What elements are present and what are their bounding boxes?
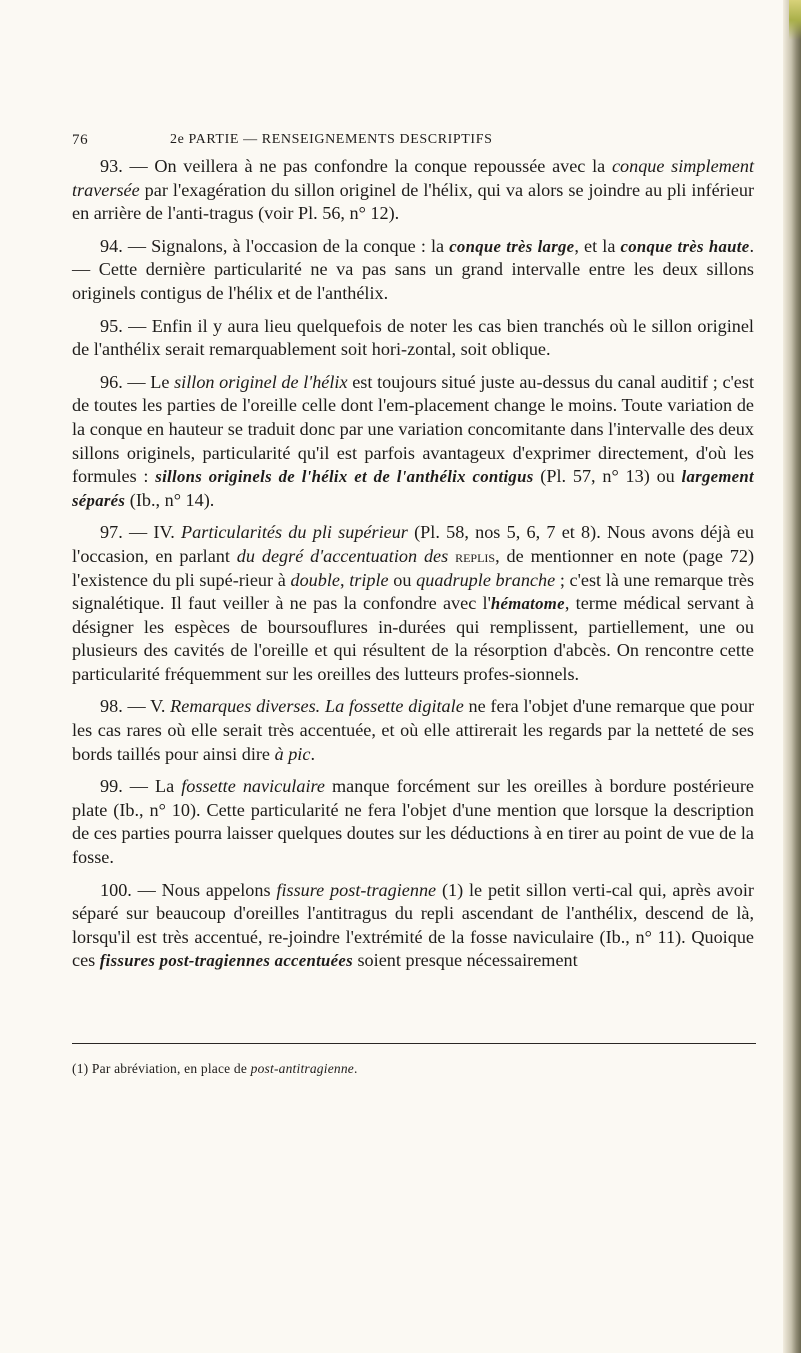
- text-run: 94. — Signalons, à l'occasion de la conque : la: [100, 235, 450, 256]
- formula-term: largement séparés: [72, 467, 754, 510]
- formula-term: fissures post-tragiennes accentuées: [99, 951, 353, 971]
- formula-term: hématome: [490, 594, 565, 614]
- footnote-text: (1) Par abréviation, en place de: [72, 1061, 251, 1076]
- small-caps-term: replis: [455, 546, 496, 566]
- italic-term: conque simplement traversée: [72, 156, 755, 200]
- formula-term: conque très haute: [620, 236, 750, 256]
- italic-term: double: [290, 569, 340, 590]
- text-run: (Ib., n° 14).: [125, 489, 215, 510]
- text-run: manque forcément sur les oreilles à bordure postérieure plate (Ib., n° 10). Cette particularité ne fera l'objet d'une mention que lorsque la description de ces parties pourra laisser quelques doutes sur les déductions à en tirer au point de vue de la fosse.: [72, 776, 754, 868]
- text-run: ; c'est là une remarque très signalétique. Il faut veiller à ne pas la confondre avec l': [72, 569, 755, 614]
- text-run: soient presque nécessairement: [352, 950, 578, 971]
- italic-term: sillon originel de l'hélix: [174, 371, 348, 392]
- paragraph-95: [72, 315, 754, 362]
- page-edge-shadow: [783, 0, 801, 1353]
- paragraph-93: [72, 155, 754, 226]
- italic-term: du degré d'accentuation des: [236, 545, 449, 566]
- text-run: . — Cette dernière particularité ne va pas sans un grand intervalle entre les deux sillons originels contigus de l'hélix et de l'anthélix.: [72, 235, 754, 303]
- italic-term: fossette naviculaire: [181, 776, 325, 797]
- italic-term: triple: [349, 569, 389, 590]
- formula-term: sillons originels de l'hélix et de l'anthélix contigus: [155, 467, 534, 487]
- text-run: 96. — Le: [100, 371, 175, 392]
- italic-term: à pic: [274, 743, 311, 764]
- text-run: , de mentionner en note (page 72) l'existence du pli supé-rieur à: [72, 545, 755, 590]
- footnote-italic-term: post-antitragienne: [250, 1061, 354, 1076]
- italic-term: quadruple branche: [416, 569, 556, 590]
- text-run: par l'exagération du sillon originel de l'hélix, qui va alors se joindre au pli inférieur en arrière de l'anti-tragus (voir Pl. 56, n° 12).: [72, 179, 754, 224]
- text-run: , terme médical servant à désigner les espèces de boursouflures in-durées qui remplissent, partiellement, une ou plusieurs des cavités de l'oreille et qui résultent de la résorption d'abcès. On rencontre cette particularité fréquemment sur les oreilles des lutteurs profes-sionnels.: [72, 593, 754, 684]
- text-run: , et la: [574, 235, 621, 256]
- footnote-divider: [72, 1043, 756, 1044]
- text-run: est toujours situé juste au-dessus du canal auditif ; c'est de toutes les parties de l'oreille celle dont l'em-placement change le moins. Toute variation de la conque en hauteur se traduit donc par une variation concomitante dans l'intervalle des deux sillons originels, particularité qu'il est parfois avantageux d'exprimer directement, d'où les formules :: [72, 371, 754, 487]
- text-run: (Pl. 57, n° 13) ou: [533, 466, 682, 487]
- text-run: 98. — V.: [100, 696, 171, 717]
- formula-term: conque très large: [449, 236, 575, 256]
- text-run: ne fera l'objet d'une remarque que pour les cas rares où elle serait très accentuée, et où elle attirerait les regards par la netteté de ses bords taillés pour ainsi dire: [72, 696, 755, 764]
- italic-term: Remarques diverses. La fossette digitale: [170, 696, 464, 717]
- paragraph-97: [72, 521, 754, 686]
- italic-term: Particularités du pli supérieur: [181, 522, 408, 543]
- italic-term: fissure post-tragienne: [276, 879, 437, 900]
- text-run: (1) le petit sillon verti-cal qui, après avoir séparé sur beaucoup d'oreilles l'antitragus du repli ascendant de l'anthélix, descend de là, lorsqu'il est très accentué, re-joindre l'extrémité de la fosse naviculaire (Ib., n° 11). Quoique ces: [72, 879, 754, 971]
- paragraph-94: [72, 235, 754, 306]
- page-number: 76: [72, 132, 89, 148]
- text-run: ou: [388, 569, 417, 590]
- text-run: .: [310, 743, 315, 764]
- paragraph-99: [72, 775, 754, 869]
- footnote: [72, 1061, 756, 1077]
- text-run: 100. — Nous appelons: [100, 879, 277, 900]
- header-title: 2e PARTIE — RENSEIGNEMENTS DESCRIPTIFS: [170, 132, 493, 147]
- text-run: (Pl. 58, nos 5, 6, 7 et 8). Nous avons déjà eu l'occasion, en parlant: [72, 522, 754, 566]
- body-text: [72, 155, 754, 982]
- text-run: 93. — On veillera à ne pas confondre la conque repoussée avec la: [100, 156, 612, 176]
- text-run: 97. — IV.: [100, 522, 182, 543]
- text-run: 99. — La: [100, 776, 182, 797]
- running-header: [72, 132, 752, 152]
- paragraph-98: [72, 695, 754, 766]
- text-run: 95. — Enfin il y aura lieu quelquefois de noter les cas bien tranchés où le sillon originel de l'anthélix serait remarquablement soit hori-zontal, soit oblique.: [72, 315, 754, 360]
- paragraph-96: [72, 371, 754, 513]
- text-run: ,: [339, 569, 350, 590]
- footnote-text: .: [354, 1061, 358, 1076]
- paragraph-100: [72, 879, 754, 973]
